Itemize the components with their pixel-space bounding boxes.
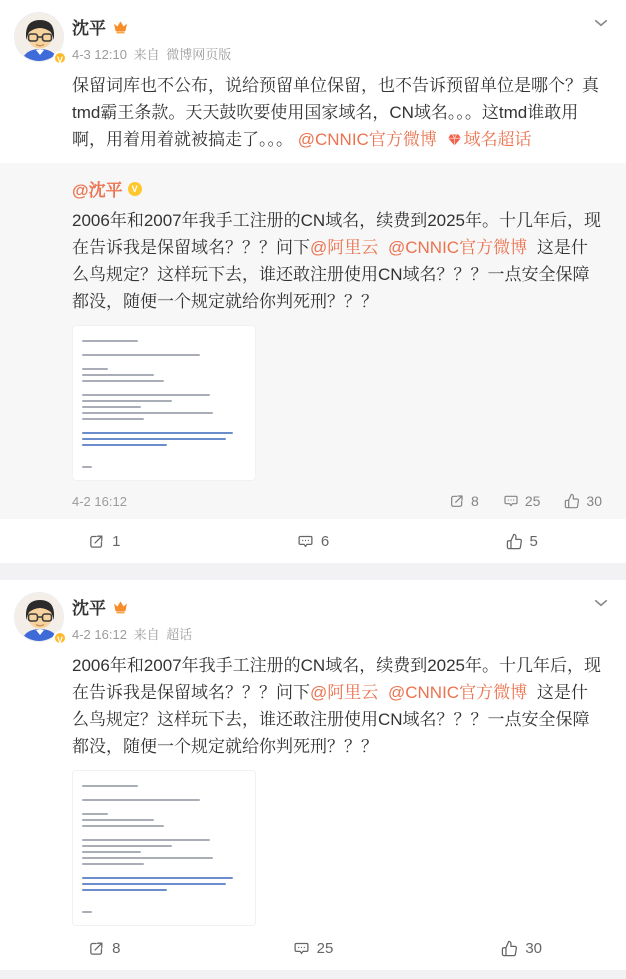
quote-comment-stat[interactable]: [503, 493, 541, 509]
mention-link[interactable]: @CNNIC官方微博: [388, 238, 528, 257]
quote-text: [72, 207, 602, 315]
supertopic-link[interactable]: [447, 130, 532, 149]
action-bar: [0, 519, 626, 563]
repost-count: 1: [112, 532, 121, 550]
action-bar: [0, 926, 626, 970]
comment-count: 25: [316, 939, 334, 957]
post-text-segment: 保留词库也不公布，说给预留单位保留，也不告诉预留单位是哪个？真tmd霸王条款。天天鼓吹要使用国家域名，CN域名。。。这tmd谁敢用啊，用着用着就被搞走了。。。: [72, 76, 599, 149]
author-name[interactable]: 沈平: [72, 19, 106, 38]
verified-badge-icon: V: [128, 182, 142, 196]
avatar[interactable]: [14, 12, 64, 65]
mention-link[interactable]: @CNNIC官方微博: [297, 130, 437, 149]
post-text: [72, 652, 602, 760]
quote-comment-count: 25: [524, 493, 541, 509]
quote-text-segment: 2006年和2007年我手工注册的CN域名，续费到2025年。十几年后，现在告诉我是保留域名？？？问下: [72, 211, 602, 257]
attached-screenshot[interactable]: [72, 770, 256, 926]
post-time: 4-3 12:10: [72, 47, 127, 62]
quote-time[interactable]: 4-2 16:12: [72, 493, 127, 509]
mention-link[interactable]: @阿里云: [310, 683, 379, 702]
post-text: [72, 72, 602, 153]
post-header: [72, 590, 626, 643]
quote-footer: [72, 493, 602, 509]
quote-like-stat[interactable]: [564, 493, 602, 509]
mention-link[interactable]: @CNNIC官方微博: [388, 683, 528, 702]
avatar[interactable]: [14, 592, 64, 645]
post-separator: [0, 563, 626, 580]
post-text-segment: 这是什么鸟规定？这样玩下去，谁还敢注册使用CN域名？？？一点安全保障都没，随便一个规定就给你判死刑？？？: [72, 683, 590, 756]
source-prefix: 来自: [133, 47, 160, 62]
like-count: 30: [525, 939, 543, 957]
post-text-segment: 2006年和2007年我手工注册的CN域名，续费到2025年。十几年后，现在告诉我是保留域名？？？问下: [72, 656, 602, 702]
mention-link[interactable]: @阿里云: [310, 238, 379, 257]
post-time: 4-2 16:12: [72, 627, 127, 642]
post-meta: [72, 624, 626, 643]
post-2: [0, 580, 626, 970]
post-header: [72, 10, 626, 63]
quote-repost-stat[interactable]: [449, 493, 479, 509]
vip-crown-icon: [112, 598, 129, 615]
page-bottom-strip: [0, 970, 626, 979]
quote-repost-count: 8: [471, 493, 479, 509]
source-prefix: 来自: [133, 627, 160, 642]
quote-text-segment: 这是什么鸟规定？这样玩下去，谁还敢注册使用CN域名？？？一点安全保障都没，随便一个规定就给你判死刑？？？: [72, 238, 590, 311]
post-source[interactable]: 超话: [166, 627, 193, 642]
comment-count: 6: [320, 532, 330, 550]
comment-button[interactable]: [209, 940, 418, 957]
repost-button[interactable]: [0, 940, 209, 957]
like-count: 5: [529, 532, 538, 550]
verified-badge-icon: V: [53, 631, 67, 645]
author-name[interactable]: 沈平: [72, 599, 106, 618]
chevron-down-icon[interactable]: [592, 594, 610, 612]
like-button[interactable]: [417, 533, 626, 550]
quoted-post[interactable]: [0, 163, 626, 519]
post-meta: [72, 44, 626, 63]
chevron-down-icon[interactable]: [592, 14, 610, 32]
supertopic-icon: [447, 128, 462, 143]
repost-button[interactable]: [0, 533, 209, 550]
post-source[interactable]: 微博网页版: [166, 47, 232, 62]
repost-count: 8: [112, 939, 121, 957]
comment-button[interactable]: [209, 533, 418, 550]
vip-crown-icon: [112, 18, 129, 35]
quote-like-count: 30: [586, 493, 602, 509]
attached-screenshot[interactable]: [72, 325, 256, 481]
quote-author-link[interactable]: @沈平: [72, 181, 123, 200]
supertopic-label: 域名超话: [463, 130, 532, 149]
verified-badge-icon: V: [53, 51, 67, 65]
like-button[interactable]: [417, 940, 626, 957]
